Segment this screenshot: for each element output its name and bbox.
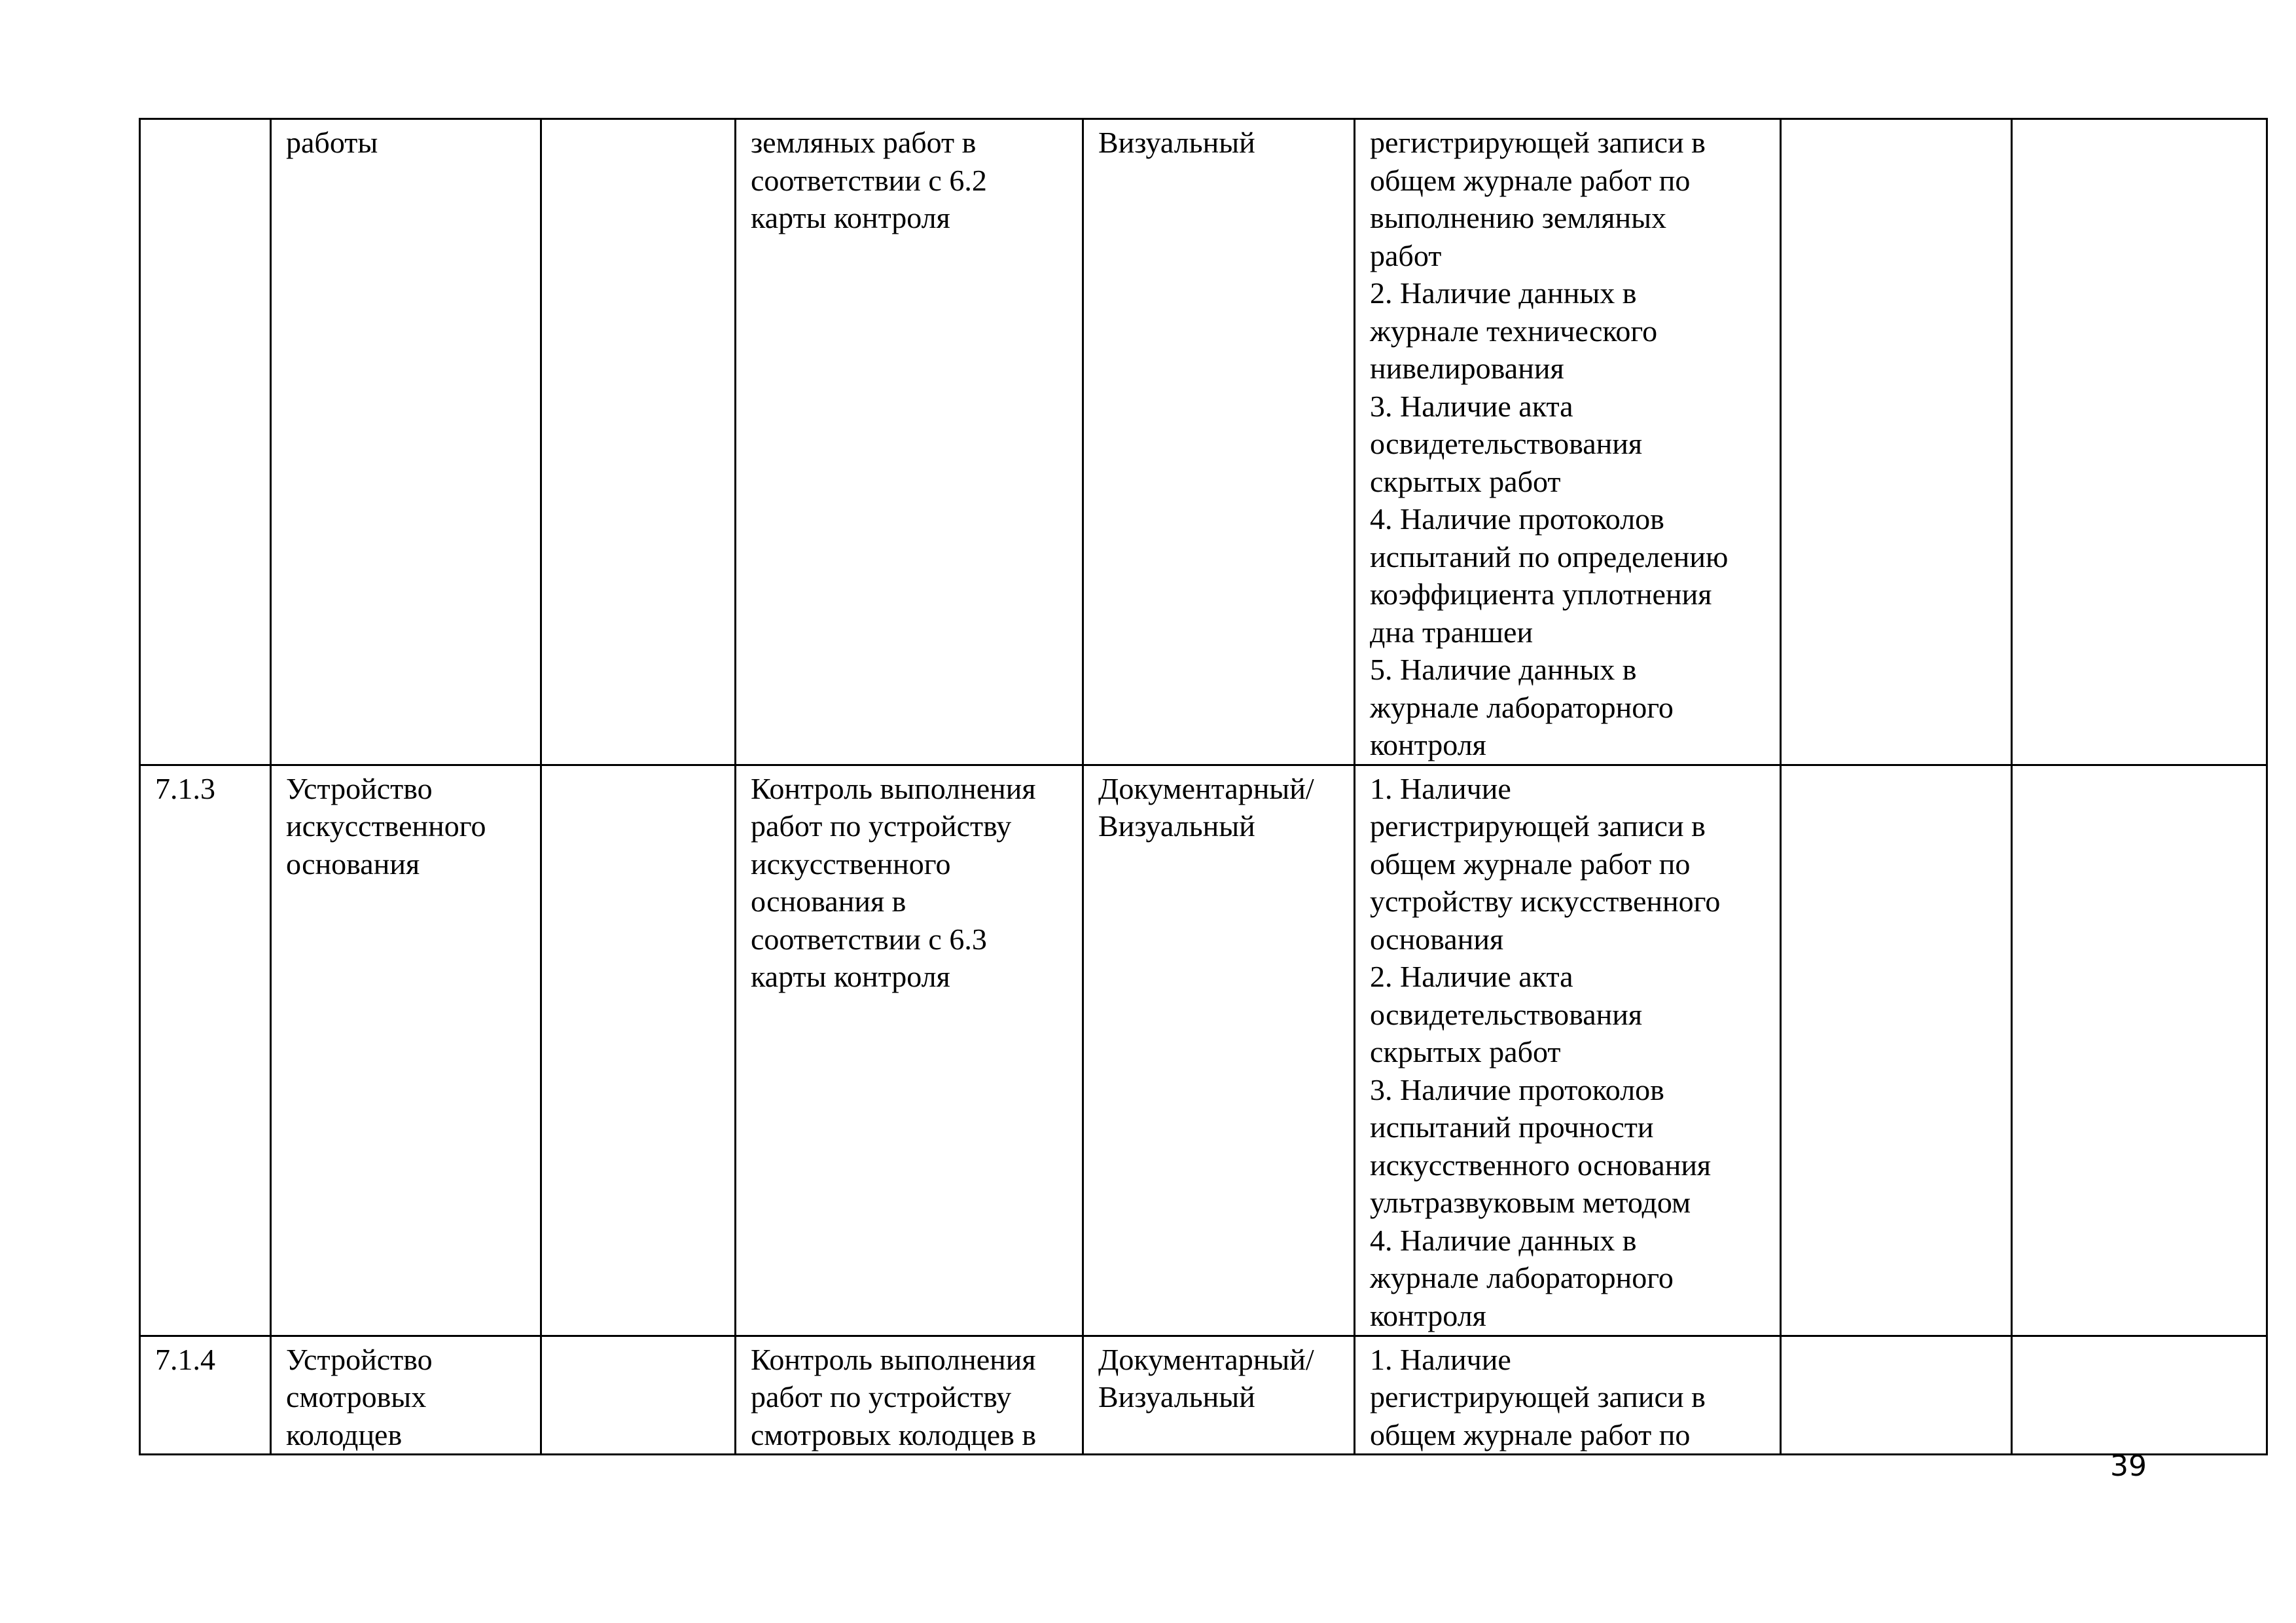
cell-criteria: 1. Наличие регистрирующей записи в общем журнале работ по устройству искусственного основания 2. Наличие акта освидетельствования скрытых работ 3. Наличие протоколов испытаний прочности искусственного основания ультразвуковым методом 4. Наличие данных в журнале лабораторного контроля — [1355, 765, 1781, 1336]
cell-number: 7.1.4 — [140, 1336, 271, 1455]
table-row — [140, 1336, 2267, 1455]
cell-criteria: регистрирующей записи в общем журнале работ по выполнению земляных работ 2. Наличие данных в журнале технического нивелирования 3. Наличие акта освидетельствования скрытых работ 4. Наличие протоколов испытаний по определению коэффициента уплотнения дна траншеи 5. Наличие данных в журнале лабораторного контроля — [1355, 119, 1781, 765]
cell-column-8 — [2012, 119, 2267, 765]
cell-number: 7.1.3 — [140, 765, 271, 1336]
cell-number — [140, 119, 271, 765]
cell-control-content: Контроль выполнения работ по устройству смотровых колодцев в — [736, 1336, 1083, 1455]
cell-extra — [541, 119, 736, 765]
table-row — [140, 765, 2267, 1336]
page-number: 39 — [2110, 1450, 2147, 1483]
cell-column-7 — [1781, 765, 2012, 1336]
cell-control-method: Визуальный — [1083, 119, 1355, 765]
cell-work-name: Устройство смотровых колодцев — [271, 1336, 541, 1455]
table-row — [140, 119, 2267, 765]
cell-extra — [541, 765, 736, 1336]
cell-control-method: Документарный/ Визуальный — [1083, 765, 1355, 1336]
cell-extra — [541, 1336, 736, 1455]
cell-control-content: земляных работ в соответствии с 6.2 карты контроля — [736, 119, 1083, 765]
control-table — [139, 118, 2268, 1455]
cell-criteria: 1. Наличие регистрирующей записи в общем журнале работ по — [1355, 1336, 1781, 1455]
cell-column-7 — [1781, 1336, 2012, 1455]
cell-work-name: Устройство искусственного основания — [271, 765, 541, 1336]
cell-column-8 — [2012, 1336, 2267, 1455]
cell-control-method: Документарный/ Визуальный — [1083, 1336, 1355, 1455]
cell-control-content: Контроль выполнения работ по устройству искусственного основания в соответствии с 6.3 карты контроля — [736, 765, 1083, 1336]
cell-work-name: работы — [271, 119, 541, 765]
cell-column-8 — [2012, 765, 2267, 1336]
cell-column-7 — [1781, 119, 2012, 765]
